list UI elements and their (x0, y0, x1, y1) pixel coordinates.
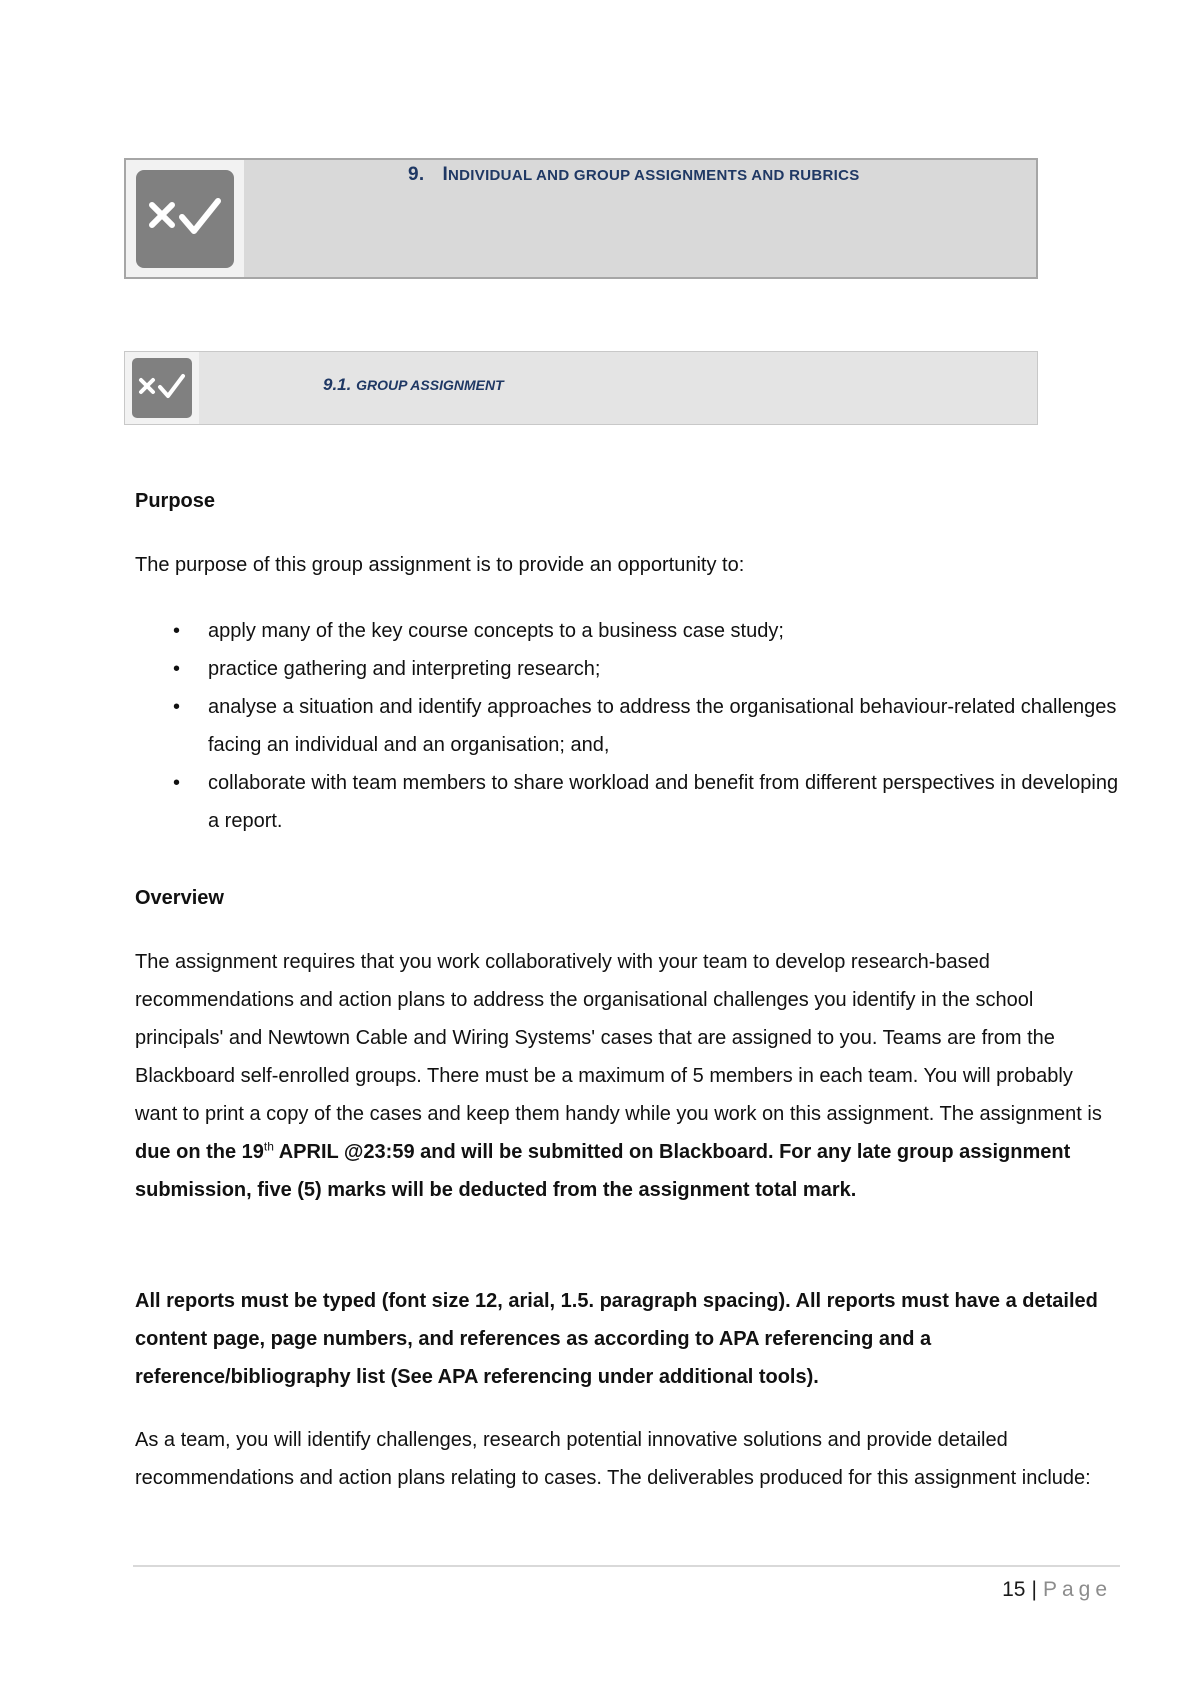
subsection-title (323, 375, 504, 395)
subsection-number: 9.1. (323, 375, 352, 394)
purpose-bullet-list (135, 612, 1120, 840)
due-date-text: due on the 19 (135, 1141, 264, 1163)
footer-separator: | (1031, 1578, 1037, 1601)
section-title-rest: NDIVIDUAL AND GROUP ASSIGNMENTS AND RUBRICS (448, 167, 860, 184)
section-number: 9. (408, 164, 425, 185)
list-item: • analyse a situation and identify approaches to address the organisational behaviour-related challenges facing an individual and an organisation; and, (135, 688, 1120, 764)
list-item: • collaborate with team members to share workload and benefit from different perspectives in developing a report. (135, 764, 1120, 840)
purpose-intro: The purpose of this group assignment is to provide an opportunity to: (135, 554, 745, 576)
x-check-icon (132, 358, 192, 418)
section-banner (124, 158, 1038, 279)
page-footer (1002, 1578, 1112, 1602)
banner-icon-well (126, 160, 244, 277)
formatting-requirements: All reports must be typed (font size 12, arial, 1.5. paragraph spacing). All reports must have a detailed content page, page numbers, and references as according to APA referencing and a reference/bibliography list (See APA referencing under additional tools). (135, 1290, 1098, 1388)
banner-icon-well (125, 352, 199, 424)
subsection-title-text: GROUP ASSIGNMENT (356, 377, 504, 393)
due-date-suffix: th (263, 1139, 274, 1154)
x-check-icon (136, 170, 234, 268)
subsection-banner (124, 351, 1038, 425)
page-number: 15 (1002, 1578, 1026, 1601)
overview-paragraph-1 (135, 943, 1120, 1209)
overview-paragraph-3: As a team, you will identify challenges, research potential innovative solutions and provide detailed recommendations and action plans relating to cases. The deliverables produced for this assignment include: (135, 1429, 1091, 1489)
section-title (408, 164, 860, 186)
list-item: • practice gathering and interpreting research; (135, 650, 1120, 688)
overview-paragraph-1-text: The assignment requires that you work collaboratively with your team to develop research-based recommendations and action plans to address the organisational challenges you identify in the school principals' and Newtown Cable and Wiring Systems' cases that are assigned to you. Teams are from the Blackboard self-enrolled groups. There must be a maximum of 5 members in each team. You will probably want to print a copy of the cases and keep them handy while you work on this assignment. The assignment is (135, 951, 1102, 1125)
overview-heading: Overview (135, 887, 224, 909)
submission-terms-text: APRIL @23:59 and will be submitted on Blackboard. For any late group assignment submission, five (5) marks will be deducted from the assignment total mark. (135, 1141, 1071, 1201)
page-label: Page (1042, 1578, 1112, 1601)
section-title-initial: I (442, 164, 449, 185)
list-item: • apply many of the key course concepts to a business case study; (135, 612, 1120, 650)
purpose-heading: Purpose (135, 490, 216, 512)
footer-divider (133, 1565, 1120, 1567)
